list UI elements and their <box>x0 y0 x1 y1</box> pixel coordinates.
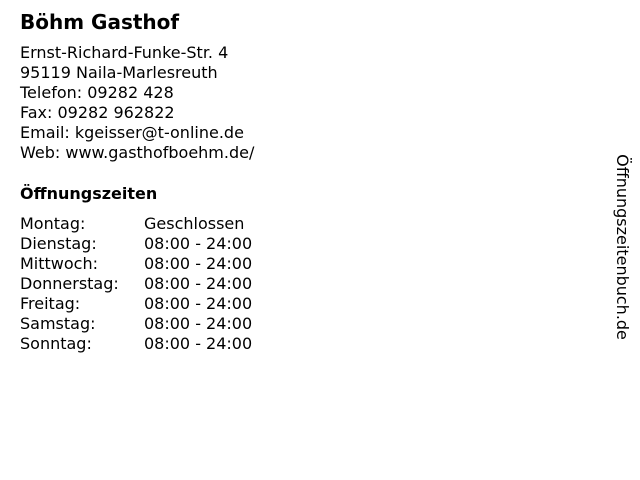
opening-hours-table <box>20 214 252 354</box>
phone-number: Telefon: 09282 428 <box>20 83 174 102</box>
day-label: Mittwoch: <box>20 254 98 273</box>
business-name: Böhm Gasthof <box>20 10 180 34</box>
time-range: 08:00 - 24:00 <box>144 234 253 253</box>
time-range: 08:00 - 24:00 <box>144 334 253 353</box>
city-address: 95119 Naila-Marlesreuth <box>20 63 218 82</box>
day-label: Sonntag: <box>20 334 92 353</box>
hours-row-saturday <box>20 314 252 334</box>
website-address: Web: www.gasthofboehm.de/ <box>20 143 255 162</box>
day-label: Donnerstag: <box>20 274 119 293</box>
hours-row-thursday <box>20 274 252 294</box>
time-range: 08:00 - 24:00 <box>144 314 253 333</box>
hours-row-sunday <box>20 334 252 354</box>
time-range: 08:00 - 24:00 <box>144 274 253 293</box>
site-watermark: Öffnungszeitenbuch.de <box>613 154 632 340</box>
day-label: Montag: <box>20 214 86 233</box>
fax-number: Fax: 09282 962822 <box>20 103 175 122</box>
day-label: Samstag: <box>20 314 96 333</box>
time-range: 08:00 - 24:00 <box>144 294 253 313</box>
time-range: Geschlossen <box>144 214 245 233</box>
hours-row-friday <box>20 294 252 314</box>
contact-block <box>20 43 254 163</box>
opening-hours-heading: Öffnungszeiten <box>20 184 158 203</box>
day-label: Dienstag: <box>20 234 97 253</box>
hours-row-monday <box>20 214 252 234</box>
street-address: Ernst-Richard-Funke-Str. 4 <box>20 43 229 62</box>
day-label: Freitag: <box>20 294 81 313</box>
hours-row-tuesday <box>20 234 252 254</box>
time-range: 08:00 - 24:00 <box>144 254 253 273</box>
email-address: Email: kgeisser@t-online.de <box>20 123 244 142</box>
hours-row-wednesday <box>20 254 252 274</box>
